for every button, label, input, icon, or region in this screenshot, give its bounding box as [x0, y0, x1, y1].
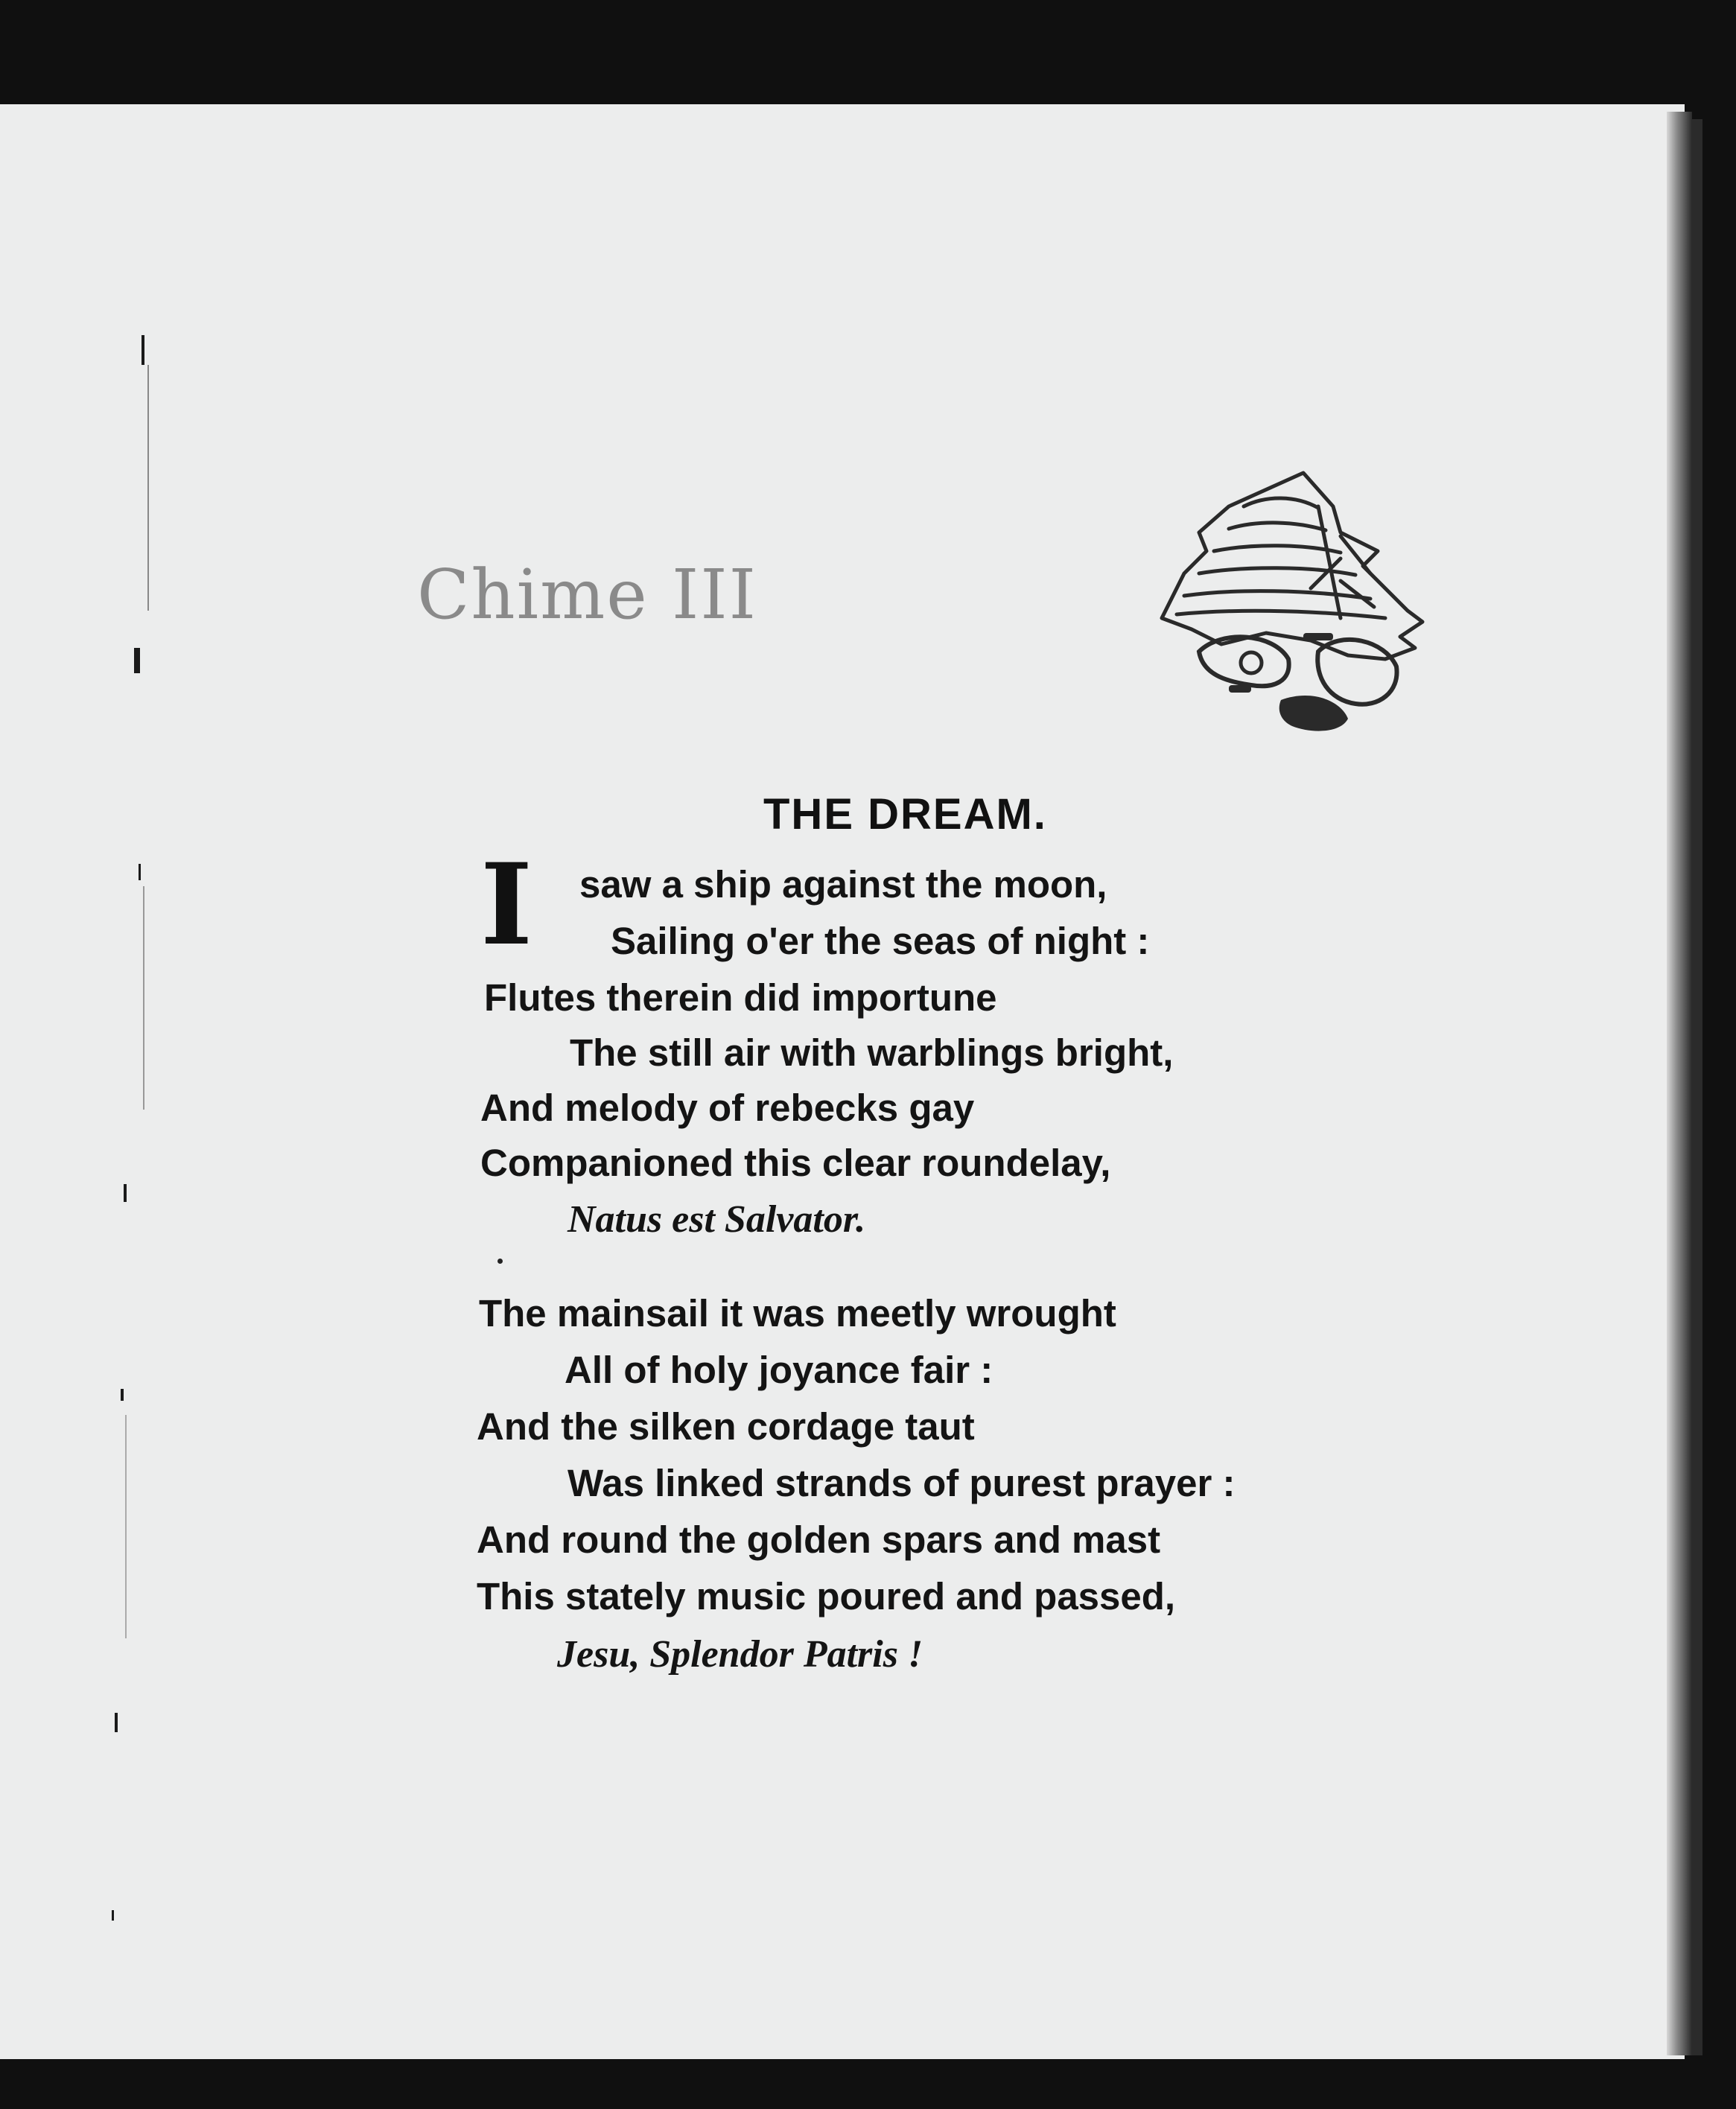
poem-refrain: Natus est Salvator.	[567, 1198, 866, 1241]
poem-refrain: Jesu, Splendor Patris !	[557, 1633, 923, 1676]
margin-mark	[125, 1415, 127, 1638]
margin-mark	[147, 365, 149, 611]
poem-line: saw a ship against the moon,	[579, 863, 1107, 906]
page-binding-edge	[1692, 119, 1702, 2055]
margin-mark	[142, 335, 144, 365]
stanza-dot	[497, 1259, 503, 1264]
book-page	[0, 104, 1685, 2059]
margin-mark	[134, 648, 140, 673]
page-edge	[1667, 112, 1692, 2055]
poem-line: The mainsail it was meetly wrought	[479, 1292, 1116, 1335]
poem-line: And round the golden spars and mast	[477, 1518, 1161, 1561]
poem-line: Sailing o'er the seas of night :	[611, 920, 1150, 962]
margin-mark	[115, 1713, 118, 1732]
margin-marks	[0, 0, 194, 2109]
margin-mark	[124, 1184, 127, 1202]
margin-mark	[112, 1910, 114, 1921]
bells-ornament-icon	[1117, 462, 1445, 760]
poem-line: And melody of rebecks gay	[480, 1087, 975, 1129]
poem-line: The still air with warblings bright,	[570, 1031, 1174, 1074]
drop-cap: I	[480, 839, 533, 970]
poem-line: Companioned this clear roundelay,	[480, 1142, 1111, 1184]
poem-title: THE DREAM.	[763, 790, 1047, 839]
poem-line: All of holy joyance fair :	[565, 1349, 993, 1391]
poem-line: Flutes therein did importune	[484, 976, 997, 1019]
poem-line: Was linked strands of purest prayer :	[567, 1462, 1236, 1504]
poem-line: And the silken cordage taut	[477, 1405, 975, 1448]
margin-mark	[143, 886, 144, 1110]
margin-mark	[121, 1389, 124, 1401]
poem-line: This stately music poured and passed,	[477, 1575, 1176, 1617]
margin-mark	[139, 864, 141, 880]
chapter-heading: Chime III	[417, 555, 758, 634]
